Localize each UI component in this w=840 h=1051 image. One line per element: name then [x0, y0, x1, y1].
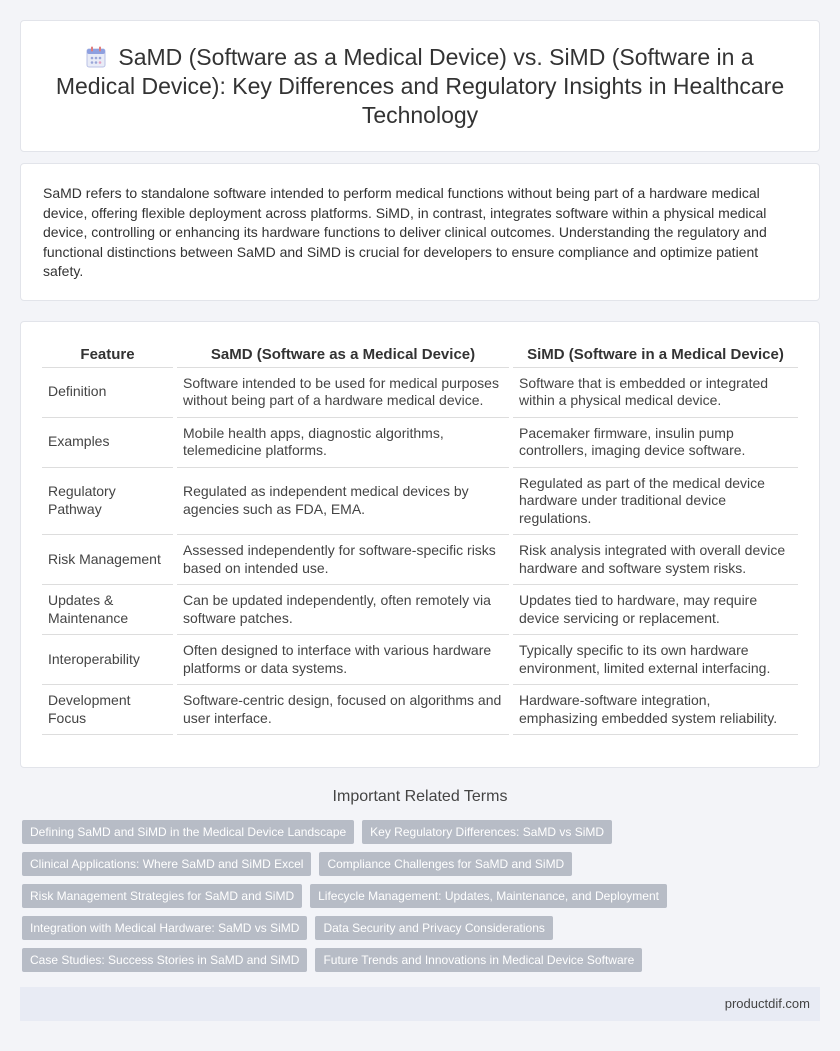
- related-term-tag[interactable]: Future Trends and Innovations in Medical Device Software: [315, 948, 642, 972]
- feature-cell: Updates & Maintenance: [42, 585, 173, 635]
- simd-cell: Pacemaker firmware, insulin pump controllers, imaging device software.: [513, 418, 798, 468]
- header-simd: SiMD (Software in a Medical Device): [513, 342, 798, 368]
- header-feature: Feature: [42, 342, 173, 368]
- intro-card: [20, 163, 820, 301]
- simd-cell: Risk analysis integrated with overall device hardware and software system risks.: [513, 535, 798, 585]
- related-term-tag[interactable]: Clinical Applications: Where SaMD and SiMD Excel: [22, 852, 311, 876]
- header-samd: SaMD (Software as a Medical Device): [177, 342, 509, 368]
- related-terms-list: [22, 820, 818, 980]
- feature-cell: Risk Management: [42, 535, 173, 585]
- related-terms-row: [22, 852, 818, 876]
- intro-text: SaMD refers to standalone software intended to perform medical functions without being part of a hardware medical device, offering flexible deployment across platforms. SiMD, in contrast, integrates software within a physical medical device, controlling or enhancing its hardware functions to deliver clinical outcomes. Understanding the regulatory and functional distinctions between SaMD and SiMD is crucial for developers to ensure compliance and optimize patient safety.: [43, 185, 767, 279]
- comparison-table-card: [20, 321, 820, 768]
- related-terms-row: [22, 820, 818, 844]
- comparison-table: [42, 342, 798, 735]
- calendar-icon: [86, 46, 106, 68]
- related-term-tag[interactable]: Defining SaMD and SiMD in the Medical Device Landscape: [22, 820, 354, 844]
- simd-cell: Typically specific to its own hardware environment, limited external interfacing.: [513, 635, 798, 685]
- samd-cell: Regulated as independent medical devices by agencies such as FDA, EMA.: [177, 468, 509, 536]
- table-row: [42, 585, 798, 635]
- title-card: [20, 20, 820, 152]
- related-term-tag[interactable]: Case Studies: Success Stories in SaMD and SiMD: [22, 948, 307, 972]
- samd-cell: Can be updated independently, often remotely via software patches.: [177, 585, 509, 635]
- samd-cell: Often designed to interface with various hardware platforms or data systems.: [177, 635, 509, 685]
- related-term-tag[interactable]: Data Security and Privacy Considerations: [315, 916, 552, 940]
- table-header-row: [42, 342, 798, 368]
- related-terms-row: [22, 948, 818, 972]
- samd-cell: Software-centric design, focused on algorithms and user interface.: [177, 685, 509, 735]
- table-row: [42, 685, 798, 735]
- related-terms-row: [22, 884, 818, 908]
- samd-cell: Mobile health apps, diagnostic algorithms, telemedicine platforms.: [177, 418, 509, 468]
- page-title: [49, 43, 791, 130]
- feature-cell: Regulatory Pathway: [42, 468, 173, 536]
- feature-cell: Development Focus: [42, 685, 173, 735]
- simd-cell: Hardware-software integration, emphasizing embedded system reliability.: [513, 685, 798, 735]
- table-row: [42, 635, 798, 685]
- related-term-tag[interactable]: Risk Management Strategies for SaMD and SiMD: [22, 884, 302, 908]
- table-row: [42, 368, 798, 418]
- table-row: [42, 418, 798, 468]
- simd-cell: Regulated as part of the medical device hardware under traditional device regulations.: [513, 468, 798, 536]
- related-term-tag[interactable]: Lifecycle Management: Updates, Maintenance, and Deployment: [310, 884, 667, 908]
- simd-cell: Software that is embedded or integrated within a physical medical device.: [513, 368, 798, 418]
- related-terms-title: Important Related Terms: [332, 788, 508, 805]
- table-row: [42, 535, 798, 585]
- footer: [20, 987, 820, 1021]
- table-row: [42, 468, 798, 536]
- footer-site[interactable]: productdif.com: [724, 996, 810, 1011]
- related-term-tag[interactable]: Compliance Challenges for SaMD and SiMD: [319, 852, 572, 876]
- feature-cell: Interoperability: [42, 635, 173, 685]
- feature-cell: Examples: [42, 418, 173, 468]
- related-terms-row: [22, 916, 818, 940]
- simd-cell: Updates tied to hardware, may require device servicing or replacement.: [513, 585, 798, 635]
- related-term-tag[interactable]: Integration with Medical Hardware: SaMD vs SiMD: [22, 916, 307, 940]
- samd-cell: Assessed independently for software-specific risks based on intended use.: [177, 535, 509, 585]
- feature-cell: Definition: [42, 368, 173, 418]
- page-title-text: SaMD (Software as a Medical Device) vs. SiMD (Software in a Medical Device): Key Differences and Regulatory Insights in Healthcare Technology: [55, 43, 785, 128]
- samd-cell: Software intended to be used for medical purposes without being part of a hardware medical device.: [177, 368, 509, 418]
- related-term-tag[interactable]: Key Regulatory Differences: SaMD vs SiMD: [362, 820, 612, 844]
